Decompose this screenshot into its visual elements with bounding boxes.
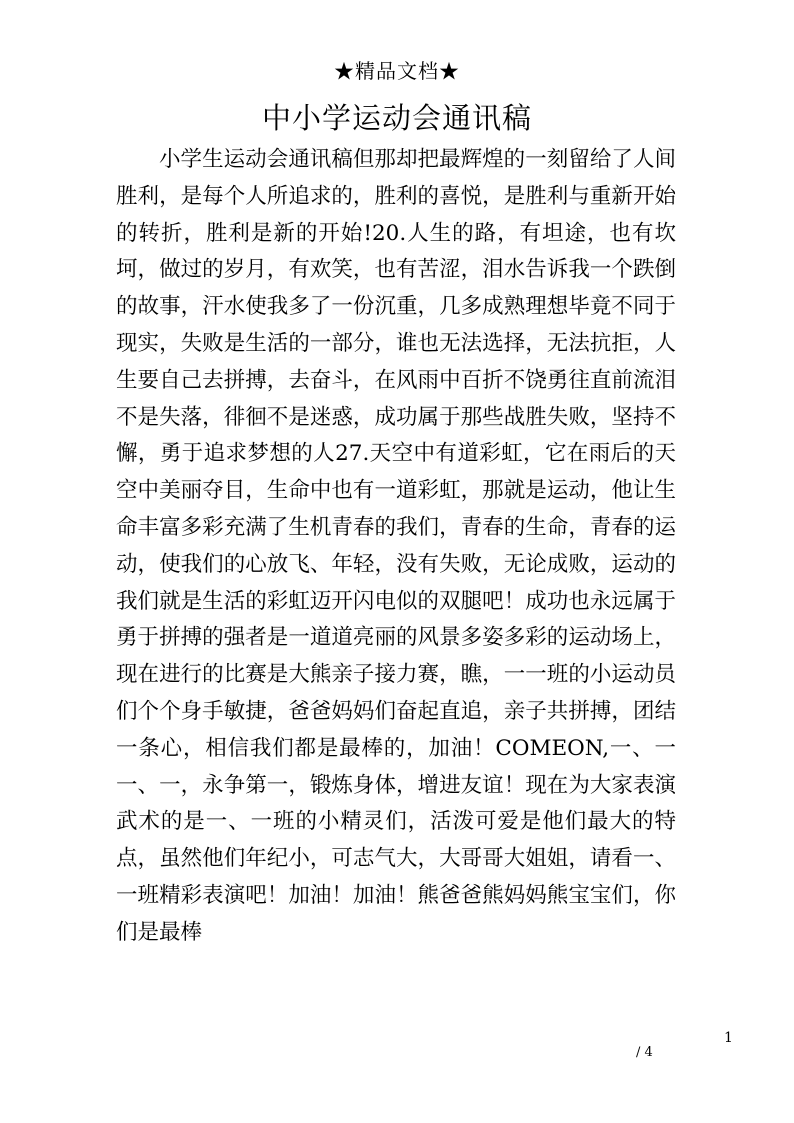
body-paragraph: 小学生运动会通讯稿但那却把最辉煌的一刻留给了人间胜利，是每个人所追求的，胜利的喜悦，是胜利与重新开始的转折，胜利是新的开始!20.人生的路，有坦途，也有坎坷，做过的岁月，有欢笑，也有苦涩，泪水告诉我一个跌倒的故事，汗水使我多了一份沉重，几多成熟理想毕竟不同于现实，失败是生活的一部分，谁也无法选择，无法抗拒，人生要自己去拼搏，去奋斗，在风雨中百折不饶勇往直前流泪不是失落，徘徊不是迷惑，成功属于那些战胜失败，坚持不懈，勇于追求梦想的人27.天空中有道彩虹，它在雨后的天空中美丽夺目，生命中也有一道彩虹，那就是运动，他让生命丰富多彩充满了生机青春的我们，青春的生命，青春的运动，使我们的心放飞、年轻，没有失败，无论成败，运动的我们就是生活的彩虹迈开闪电似的双腿吧！成功也永远属于勇于拼搏的强者是一道道亮丽的风景多姿多彩的运动场上，现在进行的比赛是大熊亲子接力赛，瞧，一一班的小运动员们个个身手敏捷，爸爸妈妈们奋起直追，亲子共拼搏，团结一条心，相信我们都是最棒的，加油！COMEON,一、一一、一，永争第一，锻炼身体，增进友谊！现在为大家表演武术的是一、一班的小精灵们，活泼可爱是他们最大的特点，虽然他们年纪小，可志气大，大哥哥大姐姐，请看一、一班精彩表演吧！加油！加油！熊爸爸熊妈妈熊宝宝们，你们是最棒 xyxy=(116,147,676,945)
page-total: / 4 xyxy=(636,1045,653,1060)
page-number: 1 xyxy=(724,1030,733,1046)
header-mark: ★精品文档★ xyxy=(334,59,460,83)
document-title: 中小学运动会通讯稿 xyxy=(261,101,532,135)
